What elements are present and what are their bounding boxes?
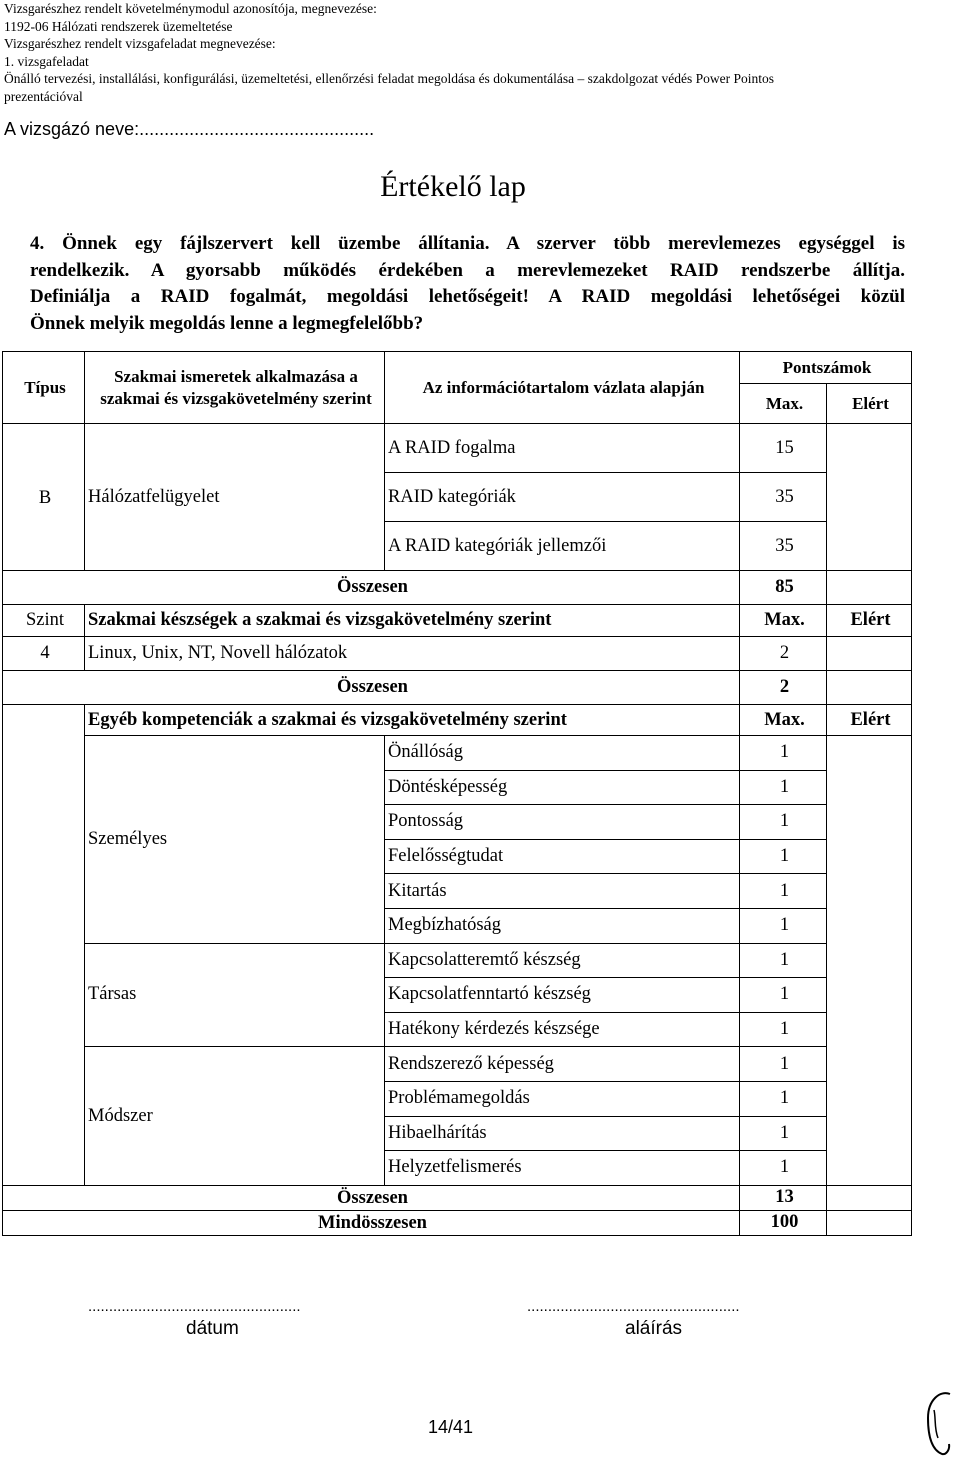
- header-line: prezentációval: [4, 88, 83, 104]
- skills-heading: Szakmai készségek a szakmai és vizsgakövetelmény szerint: [85, 605, 740, 637]
- question-line: 4. Önnek egy fájlszervert kell üzembe állítania. A szerver több merevlemezes egységgel is: [30, 233, 905, 254]
- question-text: [30, 231, 905, 338]
- skills-max-header: Max.: [740, 605, 827, 637]
- question-line: Definiálja a RAID fogalmát, megoldási lehetőségeit! A RAID megoldási lehetőségei közül: [30, 286, 905, 308]
- header-line: 1192-06 Hálózati rendszerek üzemeltetése: [4, 18, 233, 34]
- question-line: rendelkezik. A gyorsabb működés érdekében a merevlemezeket RAID rendszerbe állítja.: [30, 259, 905, 281]
- max-value: 15: [740, 424, 827, 473]
- max-value: 1: [740, 978, 827, 1013]
- achieved-input[interactable]: [827, 1210, 912, 1235]
- achieved-input[interactable]: [827, 424, 912, 571]
- header-type: Típus: [3, 352, 85, 424]
- signature-line[interactable]: ...................................................: [527, 1298, 740, 1315]
- skills-achieved-header: Elért: [827, 605, 912, 637]
- subtotal-label: Összesen: [3, 571, 740, 605]
- achieved-input[interactable]: [827, 736, 912, 1186]
- achieved-input[interactable]: [827, 1185, 912, 1210]
- page-number: 14/41: [428, 1417, 474, 1437]
- competency-group: Személyes: [85, 736, 385, 944]
- grand-total-label: Mindösszesen: [3, 1210, 740, 1235]
- max-value: 1: [740, 1151, 827, 1186]
- subtotal-label: Összesen: [3, 671, 740, 705]
- handwritten-mark-icon: [920, 1388, 956, 1458]
- competency-item: Kitartás: [385, 874, 740, 909]
- header-line: Önálló tervezési, installálási, konfigurálási, üzemeltetési, ellenőrzési feladat megoldása és dokumentálása – szakdolgozat védés Power Pointos: [4, 71, 775, 86]
- competency-heading: Egyéb kompetenciák a szakmai és vizsgakövetelmény szerint: [85, 705, 740, 736]
- max-value: 1: [740, 874, 827, 909]
- max-value: 1: [740, 1116, 827, 1151]
- skills-level: 4: [3, 637, 85, 671]
- info-item: A RAID fogalma: [385, 424, 740, 473]
- competency-max-header: Max.: [740, 705, 827, 736]
- max-value: 1: [740, 839, 827, 874]
- max-value: 2: [740, 637, 827, 671]
- competency-item: Kapcsolatteremtő készség: [385, 943, 740, 978]
- header-knowledge: Szakmai ismeretek alkalmazása a szakmai és vizsgakövetelmény szerint: [85, 352, 385, 424]
- area-value: Hálózatfelügyelet: [85, 424, 385, 571]
- competency-item: Felelősségtudat: [385, 839, 740, 874]
- competency-item: Megbízhatóság: [385, 908, 740, 943]
- competency-item: Rendszerező képesség: [385, 1047, 740, 1082]
- header-line: 1. vizsgafeladat: [4, 53, 89, 69]
- achieved-input[interactable]: [827, 671, 912, 705]
- info-item: A RAID kategóriák jellemzői: [385, 522, 740, 571]
- date-label: dátum: [186, 1318, 239, 1339]
- info-item: RAID kategóriák: [385, 473, 740, 522]
- skills-item: Linux, Unix, NT, Novell hálózatok: [85, 637, 740, 671]
- question-line: Önnek melyik megoldás lenne a legmegfelelőbb?: [30, 313, 424, 335]
- competency-item: Pontosság: [385, 805, 740, 840]
- evaluation-table: [2, 351, 912, 1236]
- max-value: 1: [740, 1081, 827, 1116]
- competency-side-cell: [3, 705, 85, 1186]
- header-line: Vizsgarészhez rendelt vizsgafeladat megnevezése:: [4, 36, 276, 51]
- header-points: Pontszámok: [740, 352, 912, 384]
- header-info: Az információtartalom vázlata alapján: [385, 352, 740, 424]
- max-value: 1: [740, 736, 827, 771]
- signature-label: aláírás: [625, 1318, 683, 1339]
- header-line: Vizsgarészhez rendelt követelménymodul azonosítója, megnevezése:: [4, 1, 377, 16]
- competency-achieved-header: Elért: [827, 705, 912, 736]
- page-title: Értékelő lap: [380, 170, 526, 203]
- achieved-input[interactable]: [827, 571, 912, 605]
- competency-item: Önállóság: [385, 736, 740, 771]
- competency-item: Hibaelhárítás: [385, 1116, 740, 1151]
- subtotal-value: 85: [740, 571, 827, 605]
- competency-item: Problémamegoldás: [385, 1081, 740, 1116]
- competency-group: Módszer: [85, 1047, 385, 1185]
- max-value: 35: [740, 522, 827, 571]
- max-value: 1: [740, 805, 827, 840]
- competency-group: Társas: [85, 943, 385, 1047]
- competency-item: Döntésképesség: [385, 770, 740, 805]
- header-max: Max.: [740, 384, 827, 424]
- max-value: 1: [740, 1047, 827, 1082]
- competency-item: Kapcsolatfenntartó készség: [385, 978, 740, 1013]
- max-value: 1: [740, 1012, 827, 1047]
- max-value: 35: [740, 473, 827, 522]
- header-achieved: Elért: [827, 384, 912, 424]
- type-value: B: [3, 424, 85, 571]
- grand-total-value: 100: [740, 1210, 827, 1235]
- date-line[interactable]: ...................................................: [88, 1298, 301, 1315]
- subtotal-value: 2: [740, 671, 827, 705]
- skills-level-header: Szint: [3, 605, 85, 637]
- achieved-input[interactable]: [827, 637, 912, 671]
- competency-item: Hatékony kérdezés készsége: [385, 1012, 740, 1047]
- competency-item: Helyzetfelismerés: [385, 1151, 740, 1186]
- subtotal-value: 13: [740, 1185, 827, 1210]
- max-value: 1: [740, 908, 827, 943]
- max-value: 1: [740, 770, 827, 805]
- max-value: 1: [740, 943, 827, 978]
- examinee-name-field[interactable]: A vizsgázó neve:...............................................: [4, 119, 375, 139]
- document-header: [4, 0, 954, 105]
- subtotal-label: Összesen: [3, 1185, 740, 1210]
